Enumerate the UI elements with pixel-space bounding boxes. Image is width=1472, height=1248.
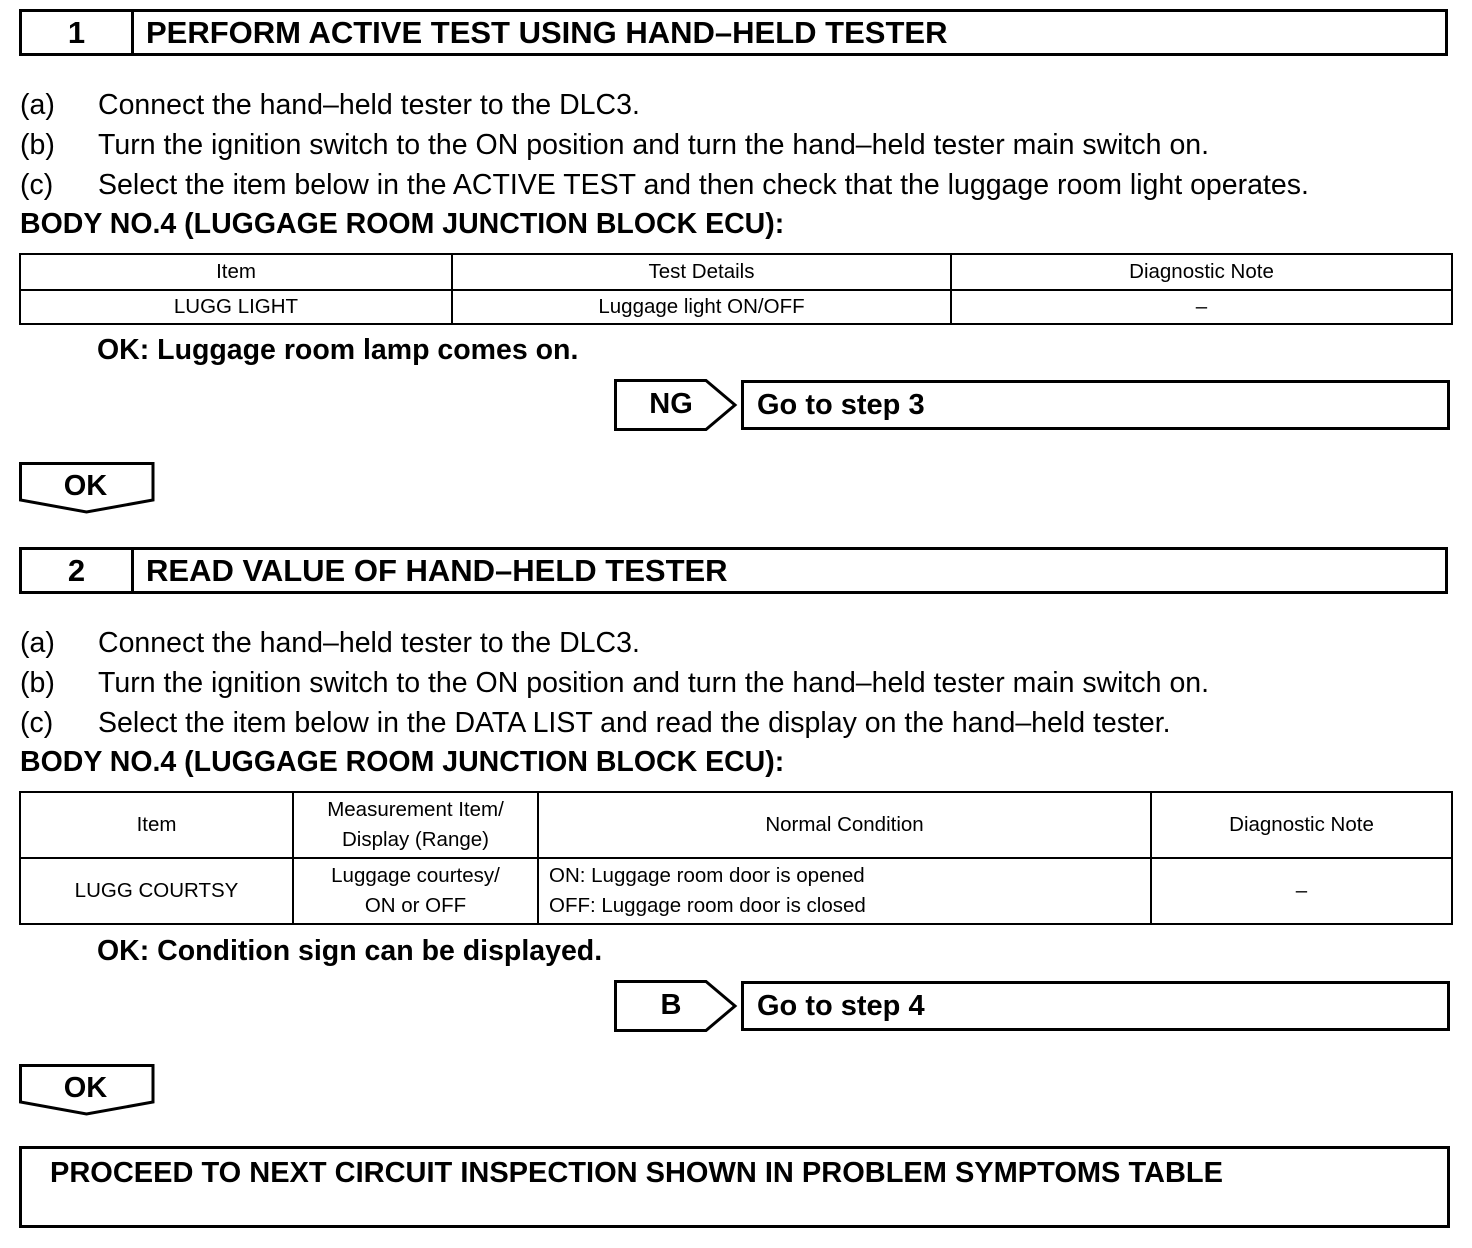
table-header: Item [20,792,293,858]
step-number: 1 [22,12,134,53]
instruction-text: Connect the hand–held tester to the DLC3. [98,627,640,659]
body-heading: BODY NO.4 (LUGGAGE ROOM JUNCTION BLOCK ECU): [20,746,785,778]
instruction-text: Turn the ignition switch to the ON position and turn the hand–held tester main switch on. [98,667,1210,699]
step-title: READ VALUE OF HAND–HELD TESTER [146,552,728,588]
instruction-b [20,667,1209,699]
table-cell [538,858,1151,924]
table-cell: LUGG COURTSY [20,858,293,924]
header-line: Display (Range) [342,828,489,851]
cell-line: OFF: Luggage room door is closed [549,894,866,917]
go-to-step-3-box: Go to step 3 [741,380,1450,430]
step-2-header [19,547,1448,594]
instruction-a [20,89,640,121]
instruction-label: (c) [20,169,54,201]
ok-label: OK [63,470,108,502]
instruction-label: (a) [20,89,55,121]
table-cell: – [951,290,1452,324]
table-header: Diagnostic Note [951,254,1452,290]
cell-line: ON or OFF [364,894,467,917]
instruction-text: Connect the hand–held tester to the DLC3. [98,89,640,121]
instruction-text: Turn the ignition switch to the ON position and turn the hand–held tester main switch on. [98,129,1210,161]
instruction-b [20,129,1209,161]
instruction-text: Select the item below in the ACTIVE TEST and then check that the luggage room light operates. [98,169,1309,201]
instruction-text: Select the item below in the DATA LIST and read the display on the hand–held tester. [98,707,1171,739]
instruction-label: (a) [20,627,55,659]
table-cell: Luggage light ON/OFF [452,290,951,324]
b-label: B [660,989,682,1021]
table-header [293,792,538,858]
cell-line: Luggage courtesy/ [331,864,500,887]
step-title: PERFORM ACTIVE TEST USING HAND–HELD TESTER [146,14,948,50]
table-header-row [20,254,1452,290]
table-header-row [20,792,1452,858]
instruction-label: (b) [20,667,55,699]
instruction-label: (b) [20,129,55,161]
step-number: 2 [22,550,134,591]
data-list-table [19,791,1453,925]
header-line: Measurement Item/ [327,798,504,821]
table-header: Test Details [452,254,951,290]
go-to-step-4-box: Go to step 4 [741,981,1450,1031]
table-cell: LUGG LIGHT [20,290,452,324]
table-cell [293,858,538,924]
table-row [20,858,1452,924]
table-header: Item [20,254,452,290]
instruction-label: (c) [20,707,54,739]
table-header: Normal Condition [538,792,1151,858]
body-heading: BODY NO.4 (LUGGAGE ROOM JUNCTION BLOCK ECU): [20,208,785,240]
proceed-box: PROCEED TO NEXT CIRCUIT INSPECTION SHOWN IN PROBLEM SYMPTOMS TABLE [19,1146,1450,1228]
instruction-c [20,169,1309,201]
table-row [20,290,1452,324]
active-test-table [19,253,1453,325]
instruction-c [20,707,1171,739]
ok-label: OK [63,1072,108,1104]
table-header: Diagnostic Note [1151,792,1452,858]
step-1-header [19,9,1448,56]
table-cell: – [1151,858,1452,924]
ok-condition: OK: Luggage room lamp comes on. [97,334,579,366]
cell-line: ON: Luggage room door is opened [549,864,865,887]
ng-label: NG [649,388,693,420]
instruction-a [20,627,640,659]
ok-condition: OK: Condition sign can be displayed. [97,935,603,967]
